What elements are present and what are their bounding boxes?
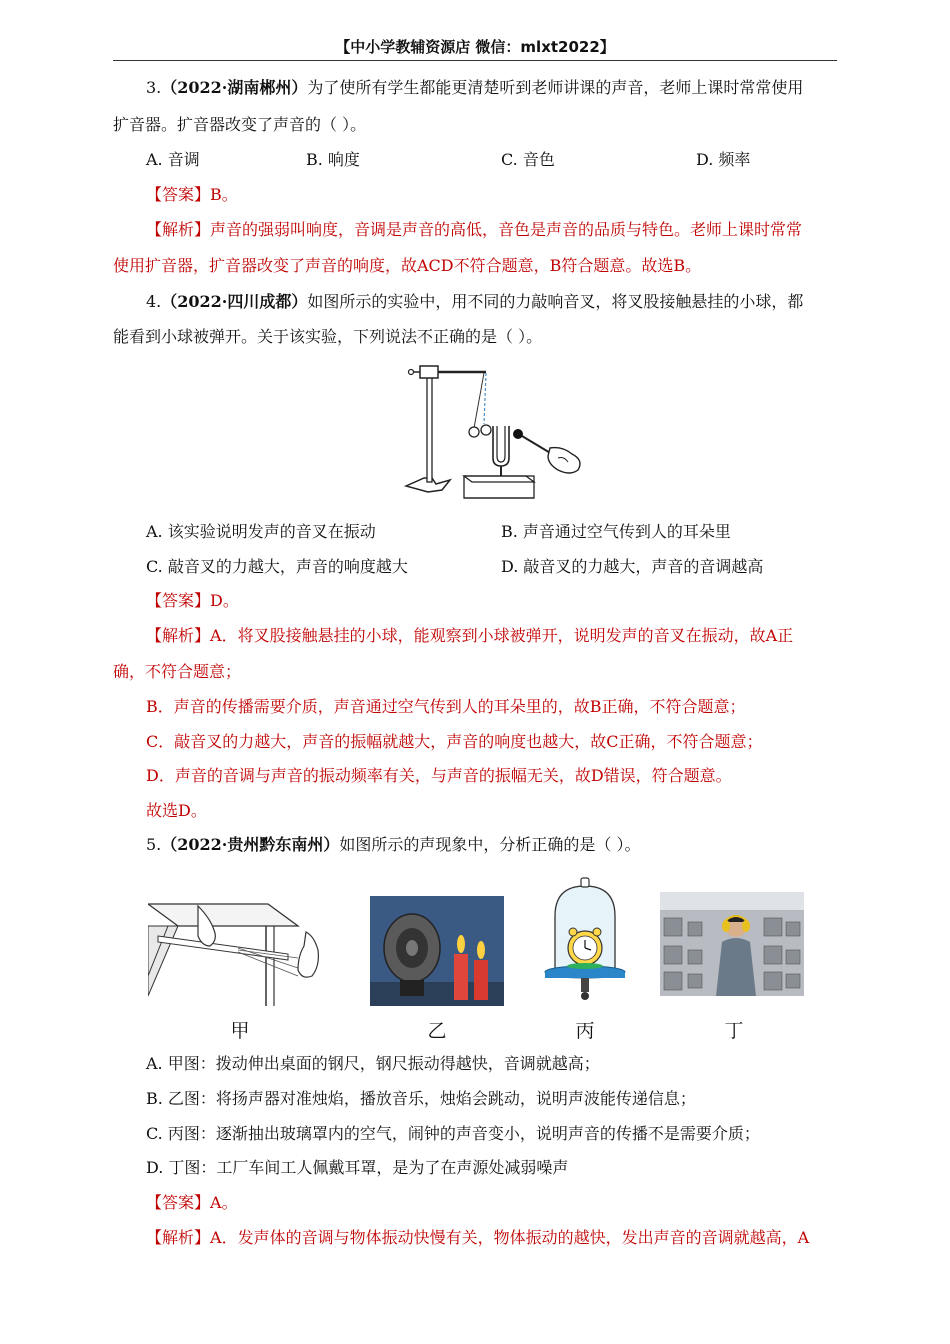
q3-answer xyxy=(146,185,837,205)
pendulum-ball xyxy=(469,427,479,437)
figure-bing-bell-jar xyxy=(542,874,628,1006)
q4-stem-line-1 xyxy=(146,292,837,312)
caption-ding: 丁 xyxy=(724,1020,744,1042)
mallet-head xyxy=(513,429,523,439)
figure-ding-factory-worker xyxy=(660,892,804,996)
tuning-fork xyxy=(493,426,509,466)
header-divider xyxy=(113,60,837,61)
q3-answer-label: 【答案】 xyxy=(146,185,211,204)
q3-stem-1: 为了使所有学生都能更清楚听到老师讲课的声音，老师上课时常常使用 xyxy=(307,78,804,97)
q4-analysis-label: 【解析】 xyxy=(146,626,211,645)
q3-option-d: D. 频率 xyxy=(696,150,751,169)
q4-analysis-1: A．将叉股接触悬挂的小球，能观察到小球被弹开，说明发声的音叉在振动，故A正 xyxy=(210,626,794,645)
worker-body xyxy=(716,938,756,996)
candle-right xyxy=(474,960,488,1000)
q4-option-c: C. 敲音叉的力越大，声音的响度越大 xyxy=(146,557,408,576)
q4-answer xyxy=(146,591,837,611)
ear-muff xyxy=(722,920,730,932)
q5-analysis-1: A．发声体的音调与物体振动快慢有关，物体振动的越快，发出声音的音调就越高，A xyxy=(210,1228,810,1247)
q3-option-c: C. 音色 xyxy=(501,150,555,169)
pendulum-string-displaced xyxy=(484,373,486,424)
steel-ruler xyxy=(158,936,288,960)
hand xyxy=(548,448,580,473)
q5-analysis-line-1 xyxy=(146,1228,837,1248)
q4-option-b: B. 声音通过空气传到人的耳朵里 xyxy=(501,522,731,541)
pendulum-string xyxy=(474,373,484,428)
q5-option-d: D. 丁图：工厂车间工人佩戴耳罩，是为了在声源处减弱噪声 xyxy=(146,1158,569,1177)
q5-answer-label: 【答案】 xyxy=(146,1193,211,1212)
q4-stem-1: 如图所示的实验中，用不同的力敲响音叉，将叉股接触悬挂的小球，都 xyxy=(307,292,804,311)
q3-option-b: B. 响度 xyxy=(306,150,360,169)
q3-analysis-label: 【解析】 xyxy=(146,220,211,239)
pendulum-ball-displaced xyxy=(481,425,491,435)
q4-option-a: A. 该实验说明发声的音叉在振动 xyxy=(146,522,376,541)
candle-left xyxy=(454,954,468,1000)
vacuum-valve xyxy=(581,978,589,992)
q4-analysis-3: B．声音的传播需要介质，声音通过空气传到人的耳朵里的，故B正确，不符合题意； xyxy=(146,697,746,716)
q4-stem-2: 能看到小球被弹开。关于该实验，下列说法不正确的是（ ）。 xyxy=(113,327,543,346)
q5-analysis-label: 【解析】 xyxy=(146,1228,211,1247)
flame-right xyxy=(477,941,485,959)
q4-answer-value: D。 xyxy=(210,591,239,610)
q4-analysis-line-1 xyxy=(146,626,837,646)
tuning-fork-figure xyxy=(402,362,590,504)
q5-option-c: C. 丙图：逐渐抽出玻璃罩内的空气，闹钟的声音变小，说明声音的传播不是需要介质； xyxy=(146,1124,760,1143)
stand-clamp xyxy=(420,366,438,378)
q4-option-d: D. 敲音叉的力越大，声音的音调越高 xyxy=(501,557,764,576)
q4-source: （2022·四川成都） xyxy=(161,292,308,311)
q3-option-a: A. 音调 xyxy=(146,150,200,169)
q3-number: 3. xyxy=(146,78,162,97)
q4-analysis-6: 故选D。 xyxy=(146,801,207,820)
q4-analysis-4: C．敲音叉的力越大，声音的振幅就越大，声音的响度也越大，故C正确，不符合题意； xyxy=(146,732,763,751)
q3-stem-line-1 xyxy=(146,78,837,98)
q3-analysis-line-1 xyxy=(146,220,837,240)
q4-answer-label: 【答案】 xyxy=(146,591,211,610)
q4-number: 4. xyxy=(146,292,162,311)
q5-answer-value: A。 xyxy=(210,1193,238,1212)
caption-jia: 甲 xyxy=(230,1020,250,1042)
figure-yi-speaker-candles xyxy=(370,896,504,1006)
q4-analysis-5: D．声音的音调与声音的振动频率有关，与声音的振幅无关，故D错误，符合题意。 xyxy=(146,766,732,785)
q5-stem-1: 如图所示的声现象中，分析正确的是（ ）。 xyxy=(339,835,641,854)
q5-stem-line-1 xyxy=(146,835,837,855)
stand-pole xyxy=(427,372,432,482)
q3-analysis-1: 声音的强弱叫响度，音调是声音的高低，音色是声音的品质与特色。老师上课时常常 xyxy=(210,220,803,239)
q5-source: （2022·贵州黔东南州） xyxy=(161,835,340,854)
q4-analysis-2: 确，不符合题意； xyxy=(113,662,242,681)
q3-source: （2022·湖南郴州） xyxy=(161,78,308,97)
q3-answer-value: B。 xyxy=(210,185,238,204)
q5-option-b: B. 乙图：将扬声器对准烛焰，播放音乐，烛焰会跳动，说明声波能传递信息； xyxy=(146,1089,696,1108)
q5-number: 5. xyxy=(146,835,162,854)
figure-jia-ruler xyxy=(148,896,332,1008)
q3-analysis-2: 使用扩音器，扩音器改变了声音的响度，故ACD不符合题意，B符合题意。故选B。 xyxy=(113,256,702,275)
caption-bing: 丙 xyxy=(575,1020,595,1042)
flame-left xyxy=(457,935,465,953)
q5-answer xyxy=(146,1193,837,1213)
q5-option-a: A. 甲图：拨动伸出桌面的钢尺，钢尺振动得越快，音调就越高； xyxy=(146,1054,600,1073)
hand-plucking xyxy=(298,932,318,977)
q3-stem-2: 扩音器。扩音器改变了声音的（ ）。 xyxy=(113,115,367,134)
resonance-box xyxy=(464,476,534,482)
page-header: 【中小学教辅资源店 微信：mlxt2022】 xyxy=(335,38,615,56)
caption-yi: 乙 xyxy=(427,1020,447,1042)
